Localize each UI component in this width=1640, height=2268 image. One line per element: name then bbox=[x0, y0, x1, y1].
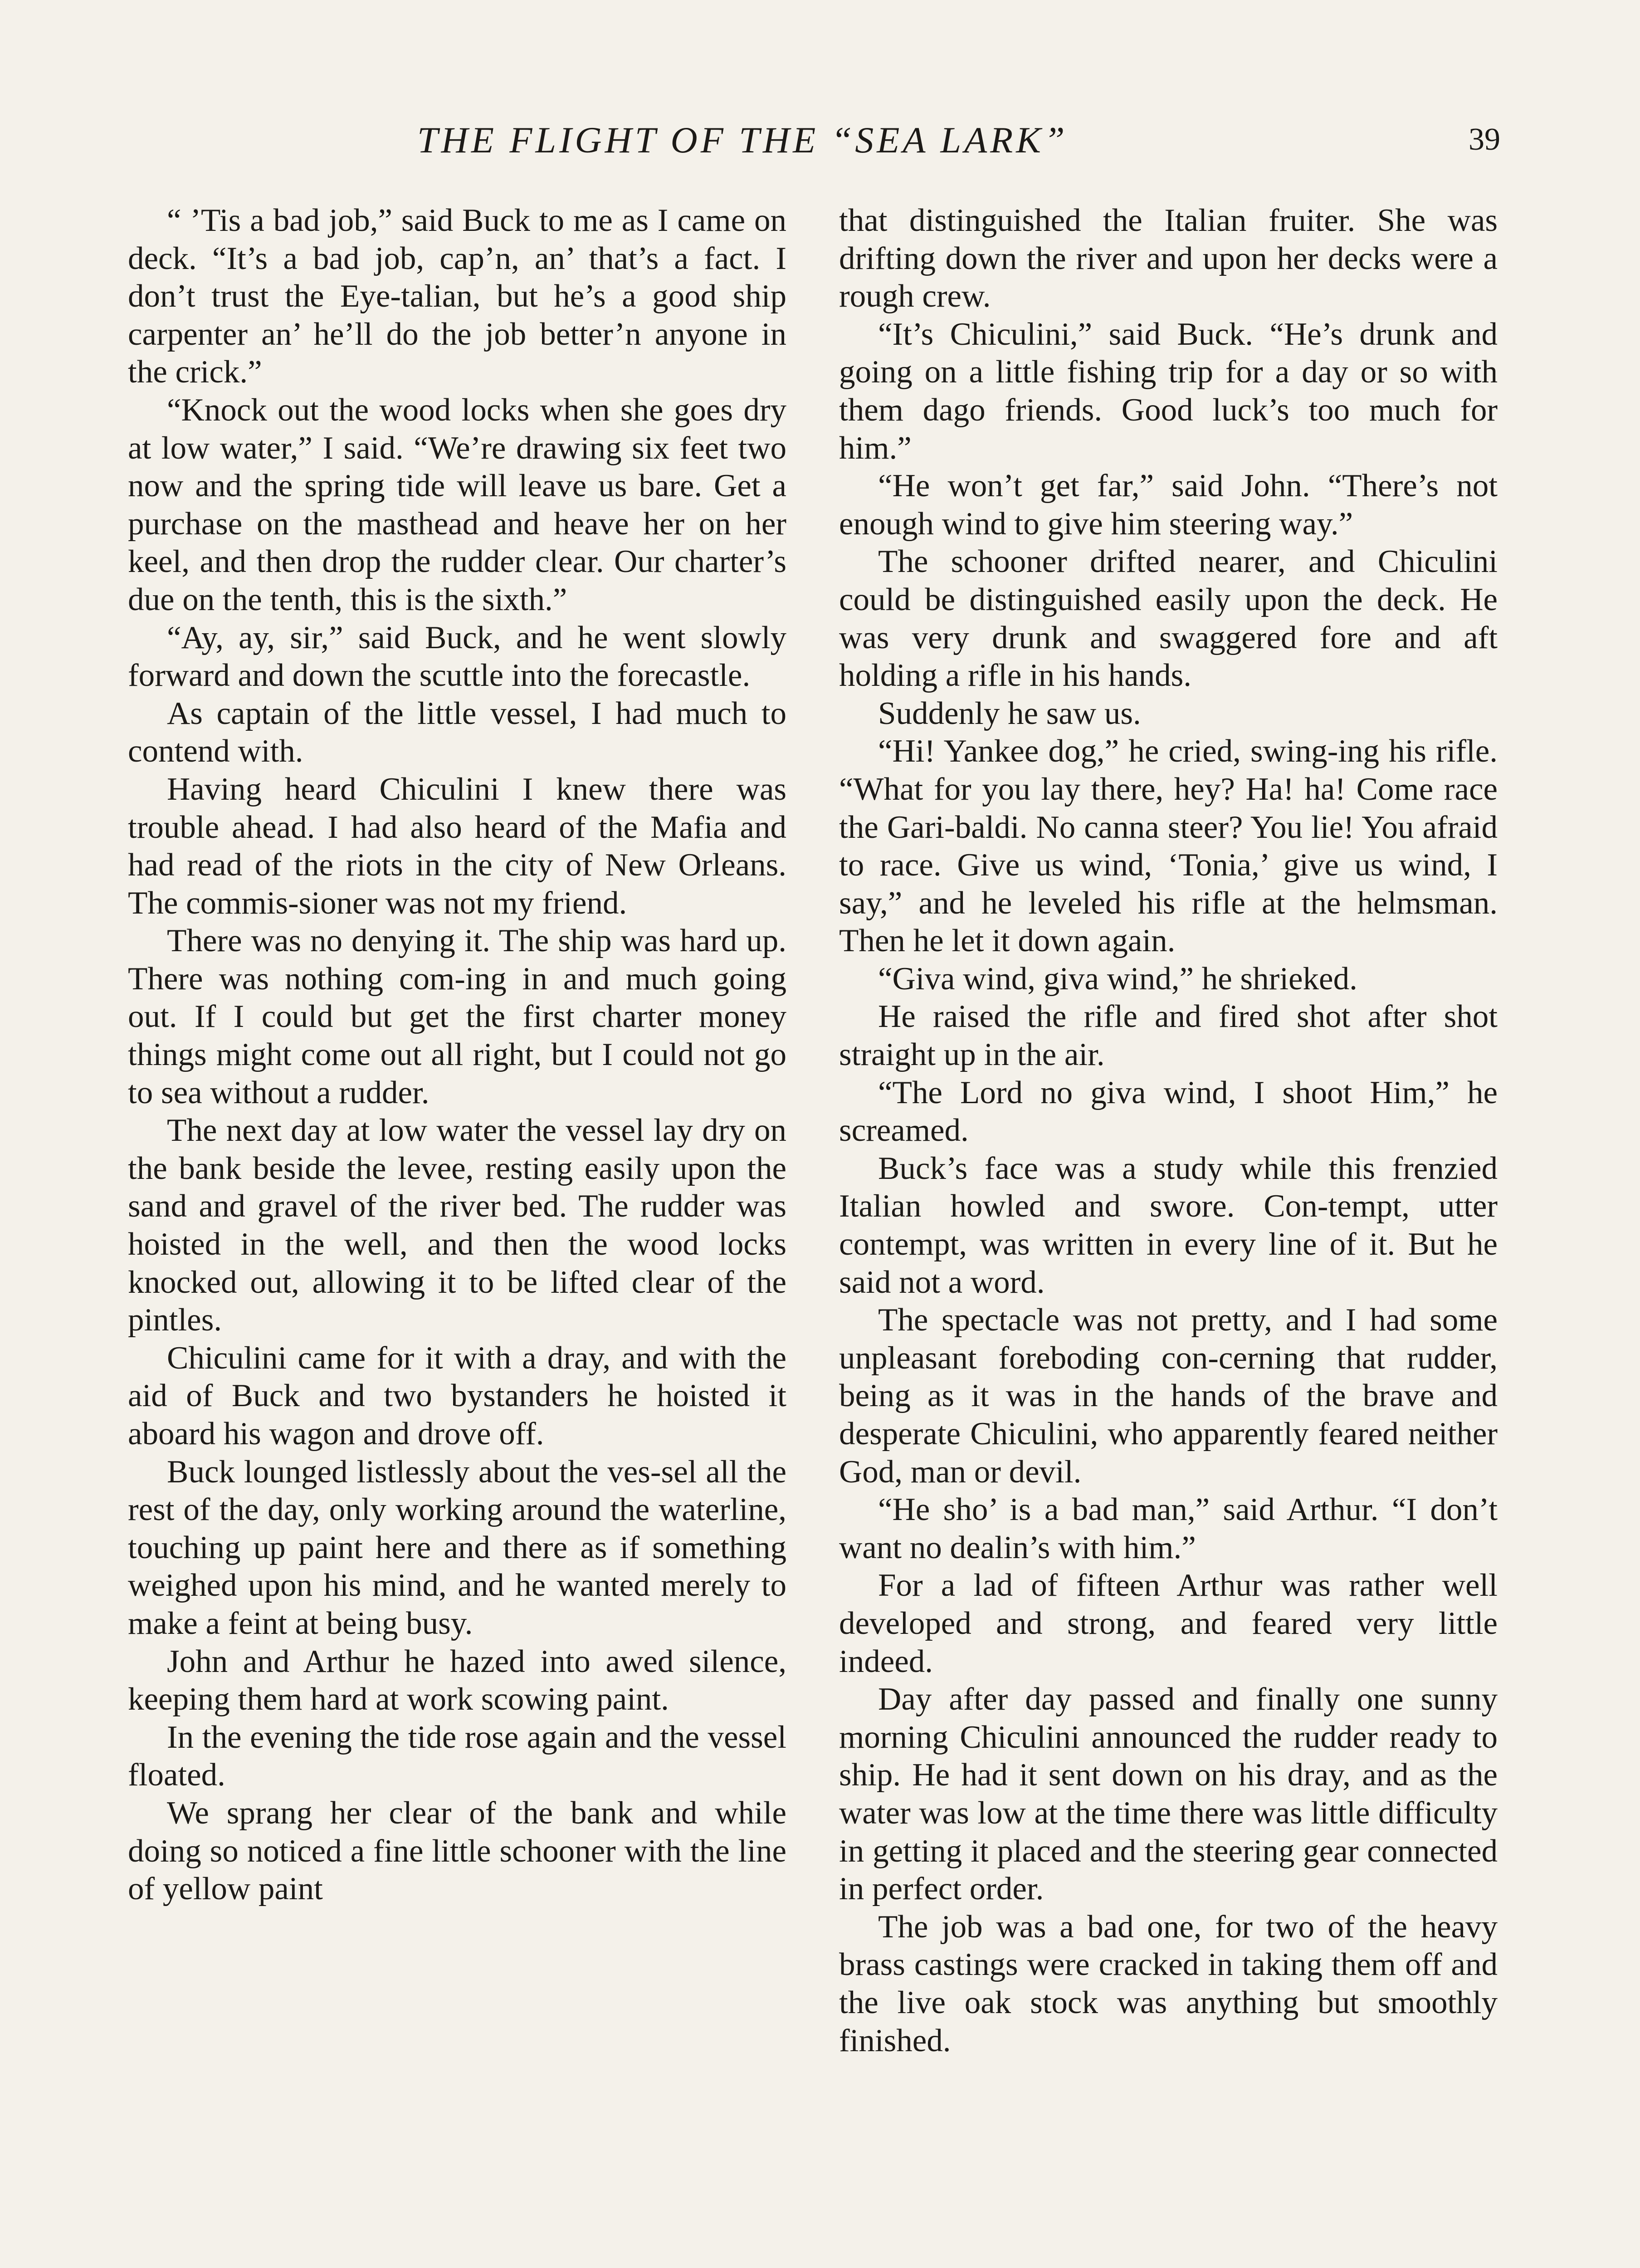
paragraph: Chiculini came for it with a dray, and with the aid of Buck and two bystanders he hoisted it aboard his wagon and drove off. bbox=[128, 1340, 786, 1452]
paragraph: Buck lounged listlessly about the ves-sel all the rest of the day, only working around the waterline, touching up paint here and there as if something weighed upon his mind, and he wanted merely to make a feint at being busy. bbox=[128, 1454, 786, 1641]
paragraph: There was no denying it. The ship was hard up. There was nothing com-ing in and much going out. If I could but get the first charter money things might come out all right, but I could not go to sea without a rudder. bbox=[128, 923, 786, 1110]
paragraph: that distinguished the Italian fruiter. She was drifting down the river and upon her decks were a rough crew. bbox=[839, 203, 1498, 314]
paragraph: “Hi! Yankee dog,” he cried, swing-ing his rifle. “What for you lay there, hey? Ha! ha! Come race the Gari-baldi. No canna steer? You lie! You afraid to race. Give us wind, ‘Tonia,’ give us wind, I say,” and he leveled his rifle at the helmsman. Then he let it down again. bbox=[839, 733, 1498, 959]
paragraph: “He won’t get far,” said John. “There’s not enough wind to give him steering way.” bbox=[839, 468, 1498, 542]
page-number: 39 bbox=[1469, 122, 1500, 157]
paragraph: The next day at low water the vessel lay dry on the bank beside the levee, resting easily upon the sand and gravel of the river bed. The rudder was hoisted in the well, and then the wood locks knocked out, allowing it to be lifted clear of the pintles. bbox=[128, 1113, 786, 1338]
paragraph: “It’s Chiculini,” said Buck. “He’s drunk and going on a little fishing trip for a day or so with them dago friends. Good luck’s too much for him.” bbox=[839, 316, 1498, 466]
paragraph: For a lad of fifteen Arthur was rather well developed and strong, and feared very little indeed. bbox=[839, 1568, 1498, 1679]
paragraph: “ ’Tis a bad job,” said Buck to me as I came on deck. “It’s a bad job, cap’n, an’ that’s a fact. I don’t trust the Eye-talian, but he’s a good ship carpenter an’ he’ll do the job better’n anyone in the crick.” bbox=[128, 203, 786, 390]
paragraph: John and Arthur he hazed into awed silence, keeping them hard at work scowing paint. bbox=[128, 1643, 786, 1717]
page-header bbox=[0, 119, 1640, 173]
paragraph: The schooner drifted nearer, and Chiculini could be distinguished easily upon the deck. He was very drunk and swaggered fore and aft holding a rifle in his hands. bbox=[839, 544, 1498, 694]
left-column bbox=[128, 202, 786, 1908]
paragraph: He raised the rifle and fired shot after shot straight up in the air. bbox=[839, 999, 1498, 1073]
paragraph: “Ay, ay, sir,” said Buck, and he went slowly forward and down the scuttle into the forecastle. bbox=[128, 620, 786, 694]
paragraph: The spectacle was not pretty, and I had some unpleasant foreboding con-cerning that rudder, being as it was in the hands of the brave and desperate Chiculini, who apparently feared neither God, man or devil. bbox=[839, 1302, 1498, 1490]
paragraph: “He sho’ is a bad man,” said Arthur. “I don’t want no dealin’s with him.” bbox=[839, 1492, 1498, 1565]
paragraph: Day after day passed and finally one sunny morning Chiculini announced the rudder ready to ship. He had it sent down on his dray, and as the water was low at the time there was little difficulty in getting it placed and the steering gear connected in perfect order. bbox=[839, 1681, 1498, 1907]
paragraph: Buck’s face was a study while this frenzied Italian howled and swore. Con-tempt, utter contempt, was written in every line of it. But he said not a word. bbox=[839, 1150, 1498, 1300]
running-title: THE FLIGHT OF THE “SEA LARK” bbox=[417, 119, 1068, 161]
paragraph: The job was a bad one, for two of the heavy brass castings were cracked in taking them off and the live oak stock was anything but smoothly finished. bbox=[839, 1909, 1498, 2058]
paragraph: Suddenly he saw us. bbox=[878, 695, 1141, 731]
paragraph: “Giva wind, giva wind,” he shrieked. bbox=[878, 961, 1357, 997]
paragraph: Having heard Chiculini I knew there was trouble ahead. I had also heard of the Mafia and had read of the riots in the city of New Orleans. The commis-sioner was not my friend. bbox=[128, 771, 786, 921]
right-column bbox=[839, 202, 1498, 2060]
paragraph: As captain of the little vessel, I had much to contend with. bbox=[128, 695, 786, 769]
paragraph: We sprang her clear of the bank and while doing so noticed a fine little schooner with the line of yellow paint bbox=[128, 1795, 786, 1907]
paragraph: “The Lord no giva wind, I shoot Him,” he screamed. bbox=[839, 1075, 1498, 1149]
paragraph: In the evening the tide rose again and the vessel floated. bbox=[128, 1719, 786, 1793]
paragraph: “Knock out the wood locks when she goes dry at low water,” I said. “We’re drawing six feet two now and the spring tide will leave us bare. Get a purchase on the masthead and heave her on her keel, and then drop the rudder clear. Our charter’s due on the tenth, this is the sixth.” bbox=[128, 392, 786, 617]
